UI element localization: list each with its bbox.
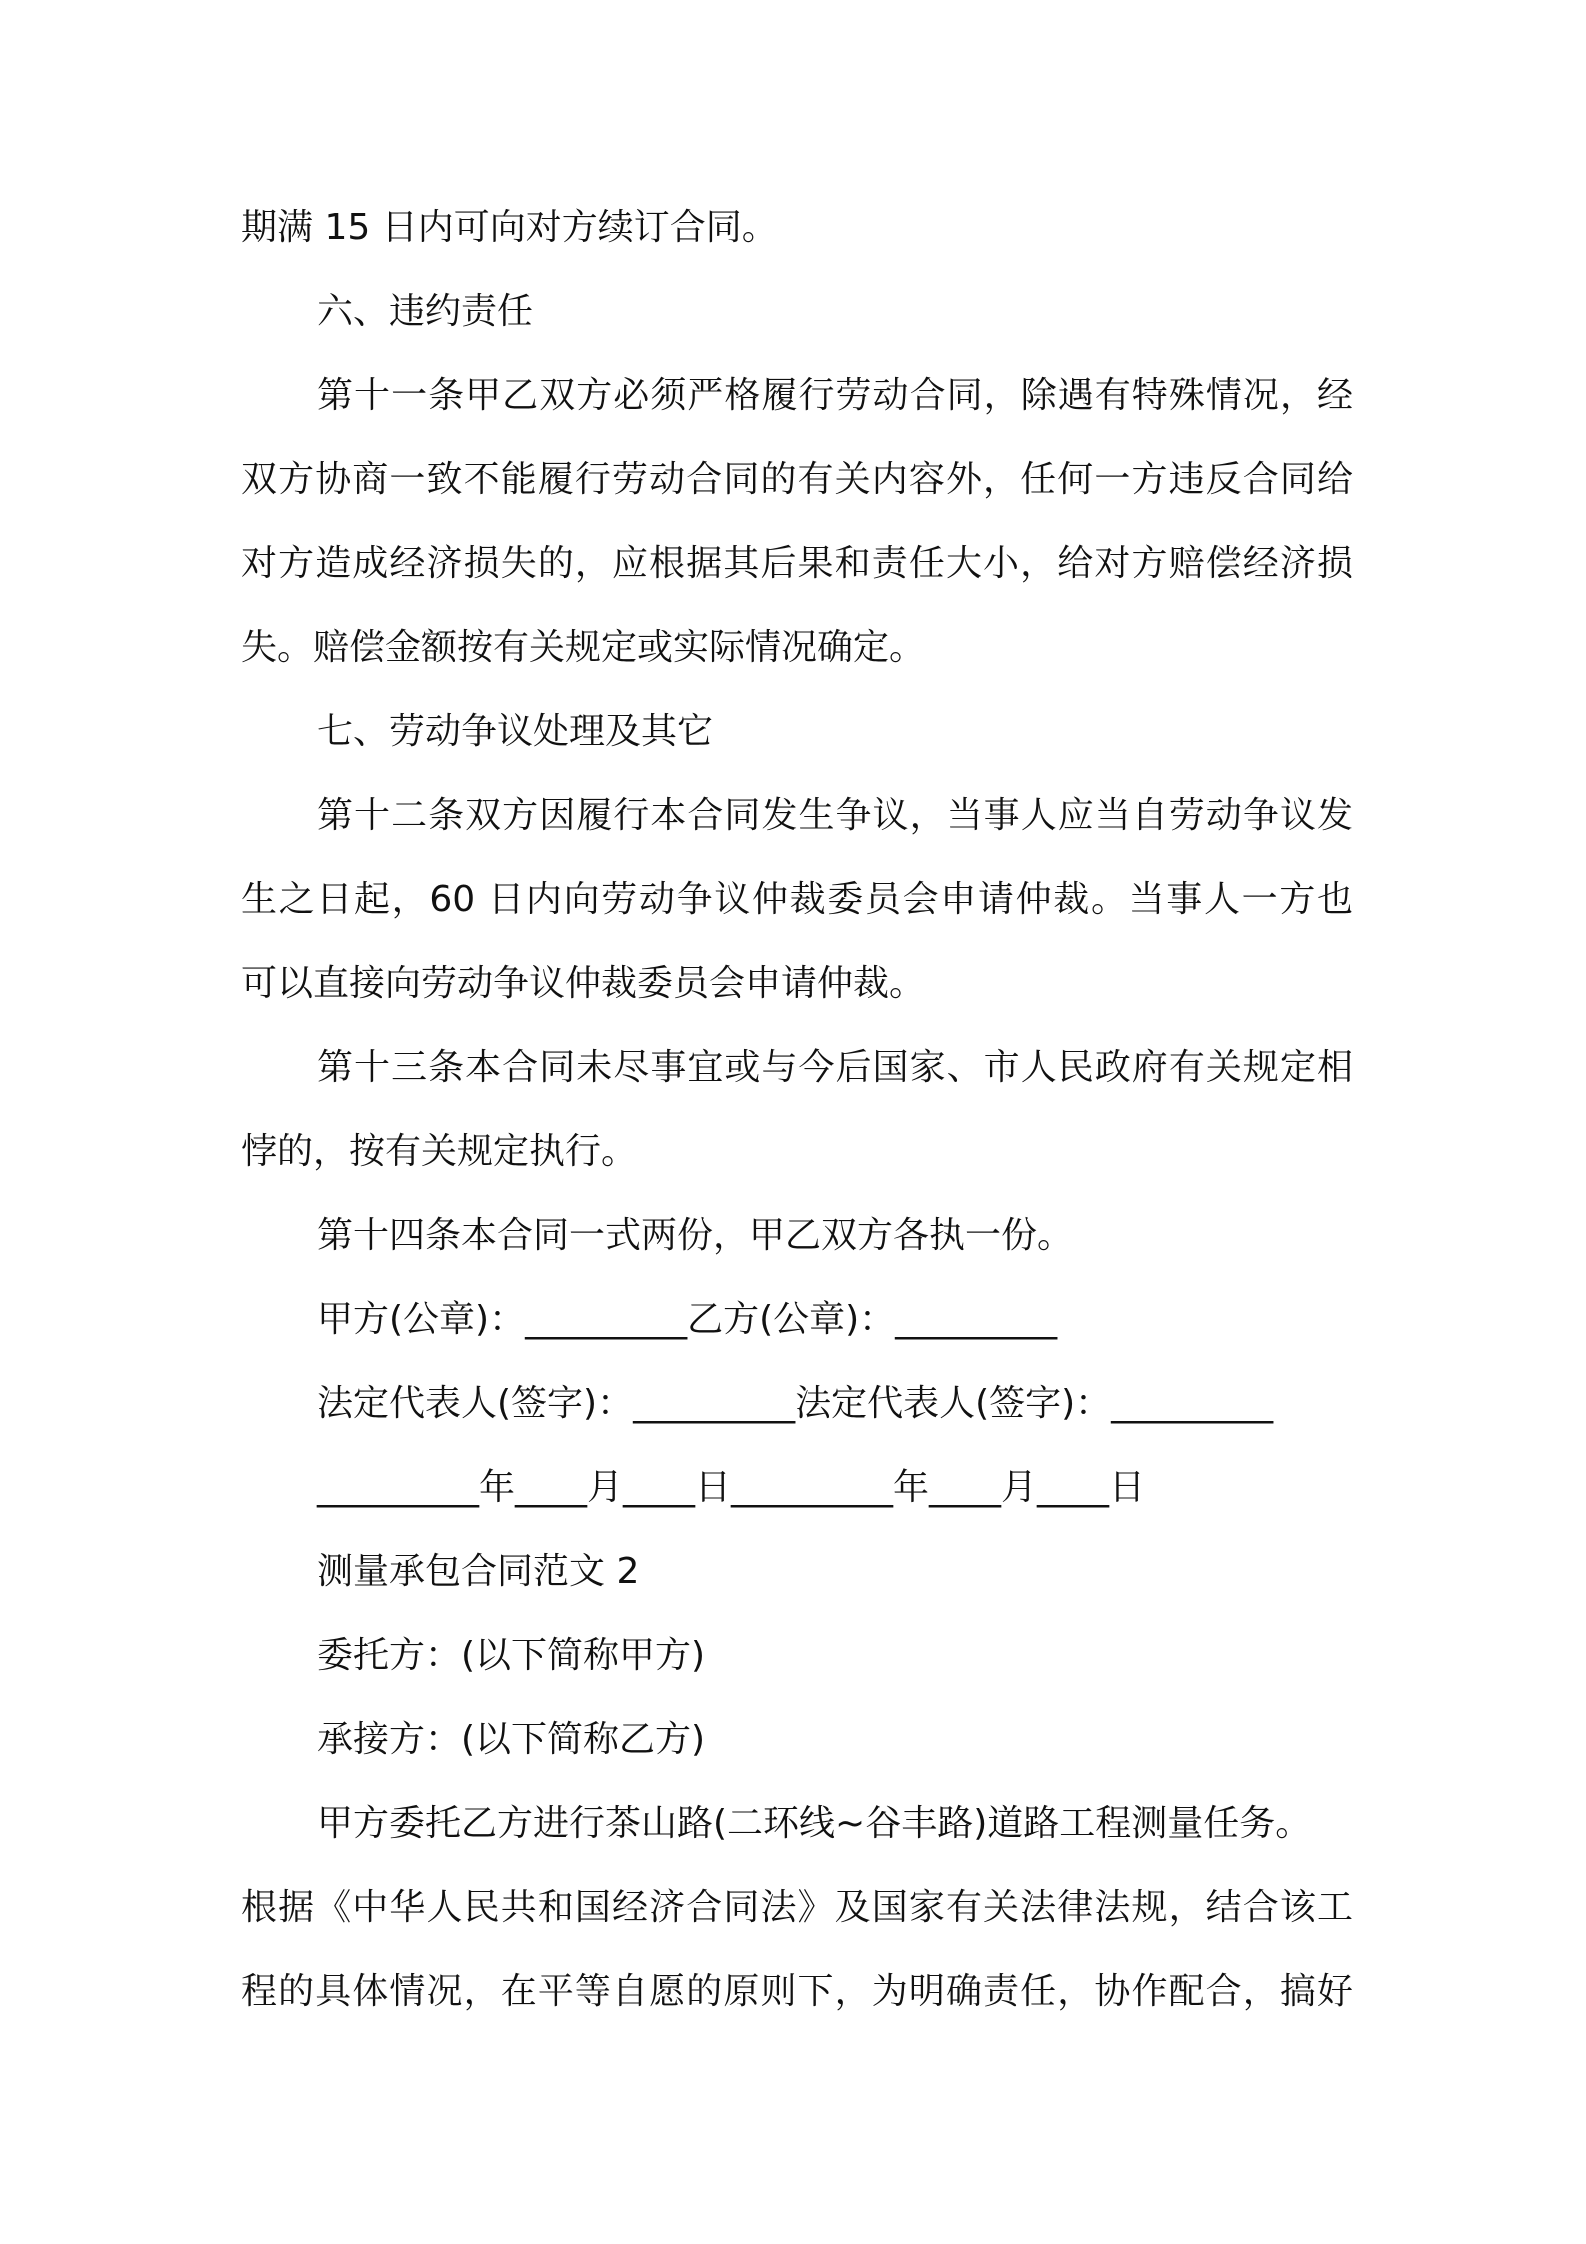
signature-date-line: _________年____月____日_________年____月____日 (317, 1467, 1145, 1508)
paragraph-line: 第十四条本合同一式两份，甲乙双方各执一份。 (317, 1215, 1074, 1256)
paragraph-line: 双方协商一致不能履行劳动合同的有关内容外，任何一方违反合同给 (241, 459, 1353, 500)
section-heading-disputes: 七、劳动争议处理及其它 (317, 711, 714, 752)
party-contractor-line: 承接方：(以下简称乙方) (317, 1719, 706, 1760)
signature-seal-line: 甲方(公章)：_________乙方(公章)：_________ (317, 1299, 1058, 1340)
paragraph-line: 程的具体情况，在平等自愿的原则下，为明确责任，协作配合，搞好 (241, 1971, 1353, 2012)
paragraph-line: 生之日起，60 日内向劳动争议仲裁委员会申请仲裁。当事人一方也 (241, 879, 1353, 920)
party-client-line: 委托方：(以下简称甲方) (317, 1635, 706, 1676)
paragraph-line: 根据《中华人民共和国经济合同法》及国家有关法律法规，结合该工 (241, 1887, 1353, 1928)
signature-representative-line: 法定代表人(签字)：_________法定代表人(签字)：_________ (317, 1383, 1274, 1424)
paragraph-line: 可以直接向劳动争议仲裁委员会申请仲裁。 (241, 963, 926, 1004)
paragraph-line: 期满 15 日内可向对方续订合同。 (241, 207, 778, 248)
paragraph-line: 悖的，按有关规定执行。 (241, 1131, 638, 1172)
document-page (241, 196, 1353, 2044)
paragraph-line: 失。赔偿金额按有关规定或实际情况确定。 (241, 627, 926, 668)
document-subtitle: 测量承包合同范文 2 (317, 1551, 640, 1592)
paragraph-line: 对方造成经济损失的，应根据其后果和责任大小，给对方赔偿经济损 (241, 543, 1353, 584)
paragraph-line: 第十二条双方因履行本合同发生争议，当事人应当自劳动争议发 (317, 795, 1353, 836)
paragraph-line: 甲方委托乙方进行茶山路(二环线~谷丰路)道路工程测量任务。 (317, 1803, 1312, 1844)
section-heading-breach: 六、违约责任 (317, 291, 534, 332)
paragraph-line: 第十三条本合同未尽事宜或与今后国家、市人民政府有关规定相 (317, 1047, 1353, 1088)
paragraph-line: 第十一条甲乙双方必须严格履行劳动合同，除遇有特殊情况，经 (317, 375, 1353, 416)
